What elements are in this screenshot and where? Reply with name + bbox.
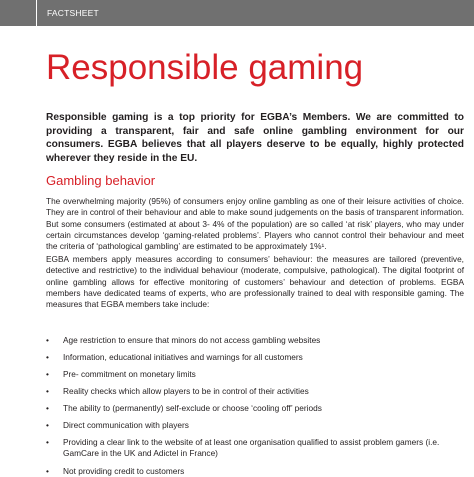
list-item-text: Reality checks which allow players to be in control of their activities xyxy=(63,386,309,396)
header-label: FACTSHEET xyxy=(47,8,99,18)
list-item-text: Age restriction to ensure that minors do not access gambling websites xyxy=(63,335,321,345)
bullet-icon: • xyxy=(46,352,49,362)
header-divider xyxy=(36,0,37,26)
list-item-text: Pre- commitment on monetary limits xyxy=(63,369,196,379)
list-item-text: Information, educational initiatives and warnings for all customers xyxy=(63,352,303,362)
intro-paragraph: Responsible gaming is a top priority for EGBA’s Members. We are committed to providing a transparent, fair and safe online gambling environment for our consumers. EGBA believes that all players deserve to be equally, highly protected wherever they reside in the EU. xyxy=(46,112,464,164)
measures-list xyxy=(46,335,464,477)
list-item-text: Direct communication with players xyxy=(63,420,189,430)
list-item xyxy=(46,420,464,437)
list-item xyxy=(46,369,464,386)
section-heading: Gambling behavior xyxy=(46,173,156,188)
list-item xyxy=(46,437,464,466)
list-item xyxy=(46,466,464,477)
bullet-icon: • xyxy=(46,369,49,379)
list-item-text: The ability to (permanently) self-exclude or choose ‘cooling off’ periods xyxy=(63,403,322,413)
list-item xyxy=(46,386,464,403)
bullet-icon: • xyxy=(46,437,49,447)
body-paragraph: The overwhelming majority (95%) of consumers enjoy online gambling as one of their leisure activities of choice. They are in control of their behaviour and able to make sound judgements on the basis of transparent information. But some consumers (estimated at about 3- 4% of the population) are so called ‘at risk’ players, who may under certain circumstances develop ‘gaming-related problems’. Players who cannot control their behaviour and meet the criteria of ‘pathological gambling’ are estimated to be approximately 1%¹. xyxy=(46,196,464,252)
bullet-icon: • xyxy=(46,386,49,396)
list-item xyxy=(46,403,464,420)
list-item-text: Not providing credit to customers xyxy=(63,466,185,476)
body-paragraph: EGBA members apply measures according to consumers’ behaviour: the measures are tailored (preventive, detective and restrictive) to the individual behaviour (moderate, compulsive, pathological). The digital footprint of online gambling allows for effective monitoring of customers’ behaviour and detection of problems. EGBA members have dedicated teams of experts, who are professionally trained to deal with responsible gaming. The measures that EGBA members take include: xyxy=(46,254,464,310)
list-item xyxy=(46,335,464,352)
list-item xyxy=(46,352,464,369)
bullet-icon: • xyxy=(46,403,49,413)
bullet-icon: • xyxy=(46,466,49,476)
header-bar xyxy=(0,0,474,26)
page-title: Responsible gaming xyxy=(46,48,364,87)
bullet-icon: • xyxy=(46,335,49,345)
bullet-icon: • xyxy=(46,420,49,430)
list-item-text: Providing a clear link to the website of at least one organisation qualified to assist problem gamers (i.e. GamCare in the UK and Adictel in France) xyxy=(63,437,440,458)
